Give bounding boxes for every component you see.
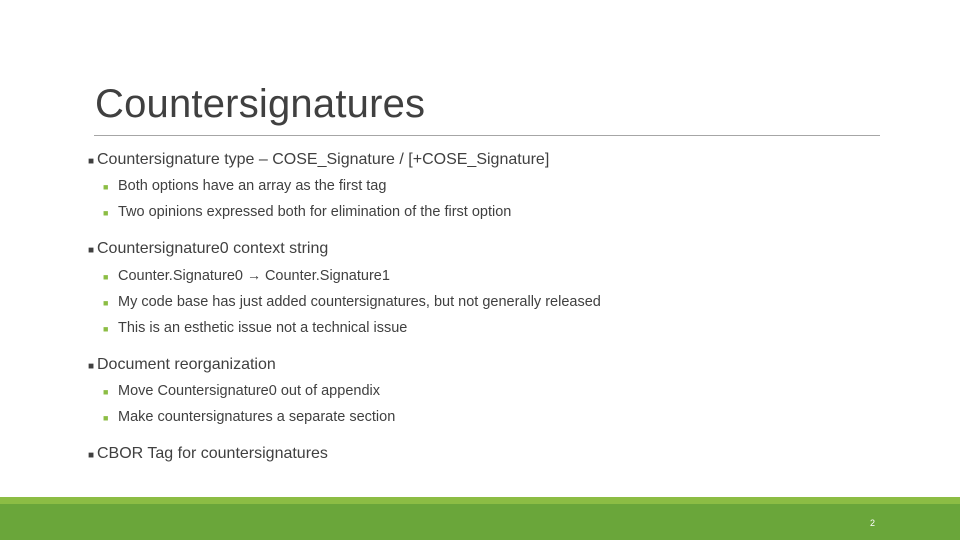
sub-bullet-item: [103, 316, 878, 342]
bullet-item: [88, 444, 878, 466]
bullet-group-3: [88, 355, 878, 431]
square-bullet-icon: ■: [103, 272, 109, 282]
footer-bar: [0, 504, 960, 540]
slide-title: Countersignatures: [95, 82, 426, 126]
bullet-item: [88, 150, 878, 172]
sub-bullet-text: My code base has just added countersignatures, but not generally released: [118, 294, 601, 310]
sub-bullet-text: Counter.Signature0 → Counter.Signature1: [118, 263, 390, 289]
arrow-right-icon: →: [246, 267, 261, 283]
bullet-group-2: [88, 239, 878, 342]
sub-bullet-text: Move Countersignature0 out of appendix: [118, 383, 380, 399]
sub-bullet-item: [103, 290, 878, 316]
sub-bullet-item: [103, 200, 878, 226]
sub-bullet-text: Make countersignatures a separate section: [118, 409, 396, 425]
sub-bullet-item: [103, 174, 878, 200]
bullet-item: [88, 355, 878, 377]
sub-bullet-text: Two opinions expressed both for elimination of the first option: [118, 204, 512, 220]
square-bullet-icon: ■: [103, 324, 109, 334]
sub-bullet-item: [103, 263, 878, 290]
square-bullet-icon: ■: [103, 208, 109, 218]
square-bullet-icon: ■: [88, 156, 95, 167]
bullet-item: [88, 239, 878, 261]
bullet-text: Document reorganization: [97, 356, 276, 373]
sub-bullet-item: [103, 405, 878, 431]
bullet-group-4: [88, 444, 878, 466]
sub-bullet-text: Both options have an array as the first tag: [118, 178, 387, 194]
title-divider: [94, 135, 880, 136]
square-bullet-icon: ■: [103, 387, 109, 397]
bullet-text: Countersignature type – COSE_Signature / [+COSE_Signature]: [97, 151, 550, 168]
page-number: 2: [870, 518, 876, 528]
bullet-group-1: [88, 150, 878, 226]
footer-accent-bar: [0, 497, 960, 504]
square-bullet-icon: ■: [103, 182, 109, 192]
bullet-text: Countersignature0 context string: [97, 240, 329, 257]
square-bullet-icon: ■: [88, 450, 95, 461]
sub-bullet-item: [103, 379, 878, 405]
sub-bullet-text: This is an esthetic issue not a technical issue: [118, 320, 408, 336]
bullet-list: [88, 150, 878, 479]
square-bullet-icon: ■: [88, 245, 95, 256]
square-bullet-icon: ■: [103, 298, 109, 308]
square-bullet-icon: ■: [88, 361, 95, 372]
bullet-text: CBOR Tag for countersignatures: [97, 445, 328, 462]
square-bullet-icon: ■: [103, 413, 109, 423]
